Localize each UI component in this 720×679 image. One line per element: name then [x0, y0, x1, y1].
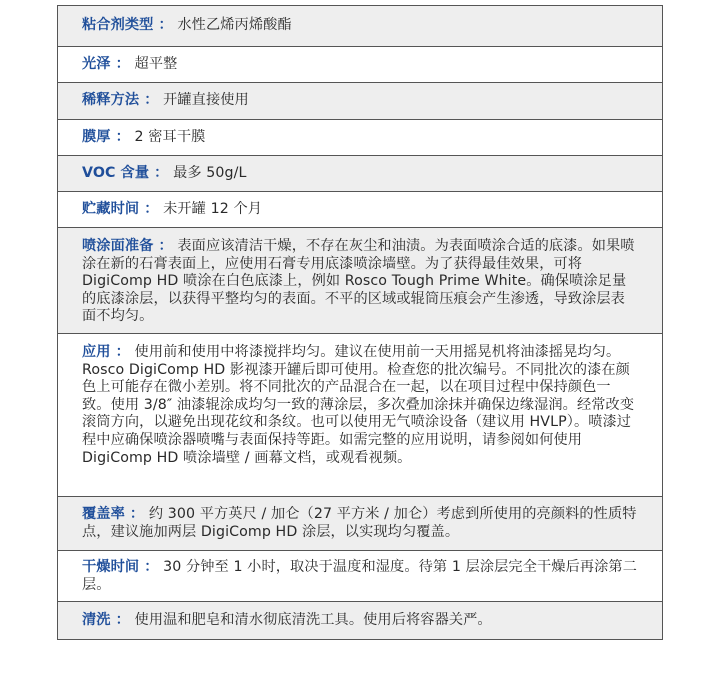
row-shelf-life: [58, 191, 662, 227]
row-label: 光泽 ：: [82, 55, 130, 72]
row-drying-time: [58, 550, 662, 601]
row-value: 约 300 平方英尺 / 加仑（27 平方米 / 加仑）考虑到所使用的亮颜料的性质特点，建议施加两层 DigiComp HD 涂层，以实现均匀覆盖。: [82, 506, 637, 540]
row-label: VOC 含量 ：: [82, 164, 169, 181]
row-value: 表面应该清洁干燥，不存在灰尘和油渍。为表面喷涂合适的底漆。如果喷涂在新的石膏表面上，应使用石膏专用底漆喷涂墙壁。为了获得最佳效果，可将 DigiComp HD 喷涂在白色底漆上，例如 Rosco Tough Prime White。确保喷涂足量的底漆涂层，以获得平整均匀的表面。不平的区域或辊筒压痕会产生渗透，导致涂层表面不均匀。: [82, 238, 635, 325]
row-label: 喷涂面准备 ：: [82, 238, 173, 254]
row-label: 贮藏时间 ：: [82, 200, 159, 217]
row-binder-type: [58, 6, 662, 46]
row-value: 使用温和肥皂和清水彻底清洗工具。使用后将容器关严。: [134, 611, 492, 628]
row-label: 覆盖率 ：: [82, 506, 145, 522]
row-value: 未开罐 12 个月: [163, 200, 263, 217]
row-label: 稀释方法 ：: [82, 92, 159, 109]
row-value: 使用前和使用中将漆搅拌均匀。建议在使用前一天用摇晃机将油漆摇晃均匀。Rosco DigiComp HD 影视漆开罐后即可使用。检查您的批次编号。不同批次的漆在颜色上可能存在微小差别。将不同批次的产品混合在一起，以在项目过程中保持颜色一致。使用 3/8″ 油漆辊涂成均匀一致的薄涂层，多次叠加涂抹并确保边缘湿润。经常改变滚筒方向，以避免出现花纹和条纹。也可以使用无气喷涂设备（建议用 HVLP）。喷漆过程中应确保喷涂器喷嘴与表面保持等距。如需完整的应用说明，请参阅如何使用 DigiComp HD 喷涂墙壁 / 画幕文档，或观看视频。: [82, 344, 635, 466]
row-value: 2 密耳干膜: [134, 128, 206, 145]
row-value: 30 分钟至 1 小时，取决于温度和湿度。待第 1 层涂层完全干燥后再涂第二层。: [82, 559, 638, 593]
row-label: 清洗 ：: [82, 611, 130, 628]
row-gloss: [58, 46, 662, 82]
row-value: 水性乙烯丙烯酸酯: [177, 17, 292, 34]
row-cleanup: [58, 601, 662, 639]
row-voc: [58, 155, 662, 191]
row-value: 超平整: [134, 55, 178, 72]
row-label: 膜厚 ：: [82, 128, 130, 145]
row-label: 粘合剂类型 ：: [82, 17, 173, 34]
row-label: 干燥时间 ：: [82, 559, 159, 575]
row-film-thickness: [58, 119, 662, 155]
row-label: 应用 ：: [82, 344, 130, 360]
row-value: 最多 50g/L: [173, 164, 247, 181]
row-surface-prep: [58, 227, 662, 333]
row-coverage: [58, 496, 662, 550]
row-thinning: [58, 82, 662, 119]
row-application: [58, 333, 662, 496]
row-value: 开罐直接使用: [163, 92, 249, 109]
spec-table: [57, 5, 663, 640]
